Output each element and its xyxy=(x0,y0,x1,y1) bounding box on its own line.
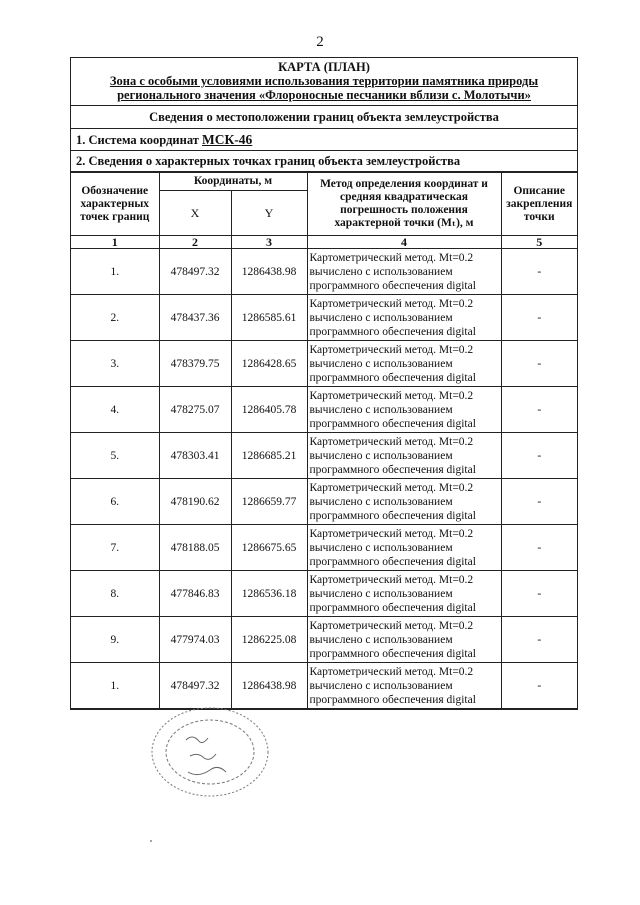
coord-x: 478275.07 xyxy=(159,387,231,433)
method-line: вычислено с использованием xyxy=(309,633,453,646)
coord-x: 477846.83 xyxy=(159,571,231,617)
method-line: Картометрический метод. Mt=0.2 xyxy=(309,389,474,402)
method-line: программного обеспечения digital xyxy=(309,555,476,568)
method-cell xyxy=(307,433,501,479)
table-row xyxy=(71,479,577,525)
fixation-description: - xyxy=(501,571,577,617)
method-line: вычислено с использованием xyxy=(309,449,453,462)
table-row xyxy=(71,617,577,663)
method-line: Картометрический метод. Mt=0.2 xyxy=(309,251,474,264)
coord-y: 1286405.78 xyxy=(231,387,307,433)
coord-x: 478379.75 xyxy=(159,341,231,387)
table-row xyxy=(71,295,577,341)
method-line: Картометрический метод. Mt=0.2 xyxy=(309,435,474,448)
table-row xyxy=(71,571,577,617)
method-cell xyxy=(307,295,501,341)
header-description: Описание закрепления точки xyxy=(501,173,577,236)
coord-system-label: 1. Система координат xyxy=(76,133,199,147)
method-line: программного обеспечения digital xyxy=(309,371,476,384)
fixation-description: - xyxy=(501,663,577,709)
coord-y: 1286428.65 xyxy=(231,341,307,387)
fixation-description: - xyxy=(501,433,577,479)
document-form xyxy=(70,57,578,710)
points-table-body xyxy=(71,236,577,709)
method-cell xyxy=(307,617,501,663)
coord-y: 1286536.18 xyxy=(231,571,307,617)
coord-y: 1286659.77 xyxy=(231,479,307,525)
fixation-description: - xyxy=(501,617,577,663)
table-row xyxy=(71,663,577,709)
method-cell xyxy=(307,341,501,387)
table-row xyxy=(71,341,577,387)
method-line: программного обеспечения digital xyxy=(309,601,476,614)
header-x: X xyxy=(159,191,231,236)
method-line: программного обеспечения digital xyxy=(309,463,476,476)
method-line: Картометрический метод. Mt=0.2 xyxy=(309,573,474,586)
method-cell xyxy=(307,249,501,295)
coord-y: 1286685.21 xyxy=(231,433,307,479)
coord-y: 1286438.98 xyxy=(231,663,307,709)
point-designation: 2. xyxy=(71,295,159,341)
table-row xyxy=(71,249,577,295)
zone-title-line2: регионального значения «Флороносные песчаники вблизи с. Молотычи» xyxy=(117,88,531,102)
coord-x: 478188.05 xyxy=(159,525,231,571)
coord-y: 1286438.98 xyxy=(231,249,307,295)
method-line: вычислено с использованием xyxy=(309,311,453,324)
method-cell xyxy=(307,387,501,433)
points-table xyxy=(71,172,577,709)
method-cell xyxy=(307,663,501,709)
coord-x: 478190.62 xyxy=(159,479,231,525)
official-seal-stamp xyxy=(148,700,278,800)
method-line: Картометрический метод. Mt=0.2 xyxy=(309,619,474,632)
coord-x: 478303.41 xyxy=(159,433,231,479)
points-table-wrap xyxy=(71,172,577,709)
method-line: программного обеспечения digital xyxy=(309,325,476,338)
method-line: программного обеспечения digital xyxy=(309,693,476,706)
zone-title-line1: Зона с особыми условиями использования территории памятника природы xyxy=(109,74,539,88)
points-section-heading: 2. Сведения о характерных точках границ объекта землеустройства xyxy=(71,151,577,172)
section-heading: Сведения о местоположении границ объекта землеустройства xyxy=(71,106,577,129)
header-designation: Обозначение характерных точек границ xyxy=(71,173,159,236)
point-designation: 1. xyxy=(71,663,159,709)
method-cell xyxy=(307,525,501,571)
column-number: 2 xyxy=(159,236,231,249)
method-line: программного обеспечения digital xyxy=(309,279,476,292)
coord-x: 478497.32 xyxy=(159,663,231,709)
header-coords: Координаты, м xyxy=(159,173,307,191)
point-designation: 5. xyxy=(71,433,159,479)
table-row xyxy=(71,387,577,433)
method-line: Картометрический метод. Mt=0.2 xyxy=(309,297,474,310)
point-designation: 1. xyxy=(71,249,159,295)
fixation-description: - xyxy=(501,295,577,341)
point-designation: 9. xyxy=(71,617,159,663)
method-line: вычислено с использованием xyxy=(309,495,453,508)
method-line: Картометрический метод. Mt=0.2 xyxy=(309,665,474,678)
method-cell xyxy=(307,571,501,617)
method-line: программного обеспечения digital xyxy=(309,509,476,522)
coord-y: 1286675.65 xyxy=(231,525,307,571)
fixation-description: - xyxy=(501,479,577,525)
column-number-row xyxy=(71,236,577,249)
coord-system-row xyxy=(71,129,577,151)
coord-y: 1286585.61 xyxy=(231,295,307,341)
column-number: 5 xyxy=(501,236,577,249)
point-designation: 6. xyxy=(71,479,159,525)
method-line: программного обеспечения digital xyxy=(309,417,476,430)
point-designation: 3. xyxy=(71,341,159,387)
document-title: КАРТА (ПЛАН) xyxy=(278,60,370,74)
table-row xyxy=(71,525,577,571)
document-title-block xyxy=(71,58,577,106)
coord-system-value: МСК-46 xyxy=(202,132,253,147)
scan-speck xyxy=(150,840,152,842)
coord-x: 477974.03 xyxy=(159,617,231,663)
method-line: Картометрический метод. Mt=0.2 xyxy=(309,527,474,540)
coord-x: 478497.32 xyxy=(159,249,231,295)
point-designation: 7. xyxy=(71,525,159,571)
fixation-description: - xyxy=(501,525,577,571)
fixation-description: - xyxy=(501,341,577,387)
table-row xyxy=(71,433,577,479)
point-designation: 8. xyxy=(71,571,159,617)
method-line: вычислено с использованием xyxy=(309,587,453,600)
fixation-description: - xyxy=(501,249,577,295)
page-number: 2 xyxy=(316,34,324,50)
method-line: Картометрический метод. Mt=0.2 xyxy=(309,343,474,356)
method-line: вычислено с использованием xyxy=(309,265,453,278)
method-line: программного обеспечения digital xyxy=(309,647,476,660)
method-line: вычислено с использованием xyxy=(309,679,453,692)
method-cell xyxy=(307,479,501,525)
column-number: 4 xyxy=(307,236,501,249)
point-designation: 4. xyxy=(71,387,159,433)
method-line: вычислено с использованием xyxy=(309,541,453,554)
header-method: Метод определения координат и средняя квадратическая погрешность положения характерной точки (Mₜ), м xyxy=(307,173,501,236)
column-number: 1 xyxy=(71,236,159,249)
coord-y: 1286225.08 xyxy=(231,617,307,663)
method-line: Картометрический метод. Mt=0.2 xyxy=(309,481,474,494)
method-line: вычислено с использованием xyxy=(309,403,453,416)
coord-x: 478437.36 xyxy=(159,295,231,341)
method-line: вычислено с использованием xyxy=(309,357,453,370)
fixation-description: - xyxy=(501,387,577,433)
header-y: Y xyxy=(231,191,307,236)
column-number: 3 xyxy=(231,236,307,249)
